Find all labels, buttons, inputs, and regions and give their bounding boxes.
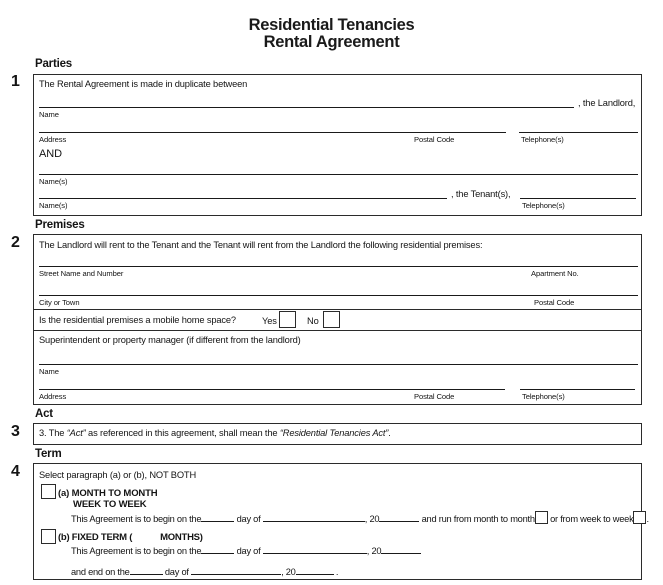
option-b-checkbox[interactable]	[41, 529, 56, 544]
parties-section-header: Parties	[35, 58, 72, 70]
tenant-names-label-1: Name(s)	[39, 177, 68, 186]
option-b-begin-text: This Agreement is to begin on the	[71, 546, 202, 556]
option-b-end-text: and end on the	[71, 567, 130, 577]
superintendent-name-label: Name	[39, 367, 59, 376]
act-box	[33, 423, 642, 445]
act-section-number: 3	[11, 423, 20, 440]
month-to-month-checkbox[interactable]	[535, 511, 548, 524]
act-text-part4-italic: “Residential Tenancies Act”	[279, 428, 389, 438]
street-label: Street Name and Number	[39, 269, 124, 278]
option-b-end-sentence	[71, 567, 338, 577]
day-of-text: day of	[164, 567, 189, 577]
option-a-checkbox[interactable]	[41, 484, 56, 499]
week-to-week-checkbox[interactable]	[633, 511, 649, 524]
comma-20-text: , 20	[281, 567, 296, 577]
term-section-number: 4	[11, 463, 20, 480]
superintendent-address-line[interactable]	[39, 389, 505, 390]
superintendent-name-line[interactable]	[39, 364, 638, 365]
form-title-line1: Residential Tenancies	[248, 16, 415, 34]
parties-section-number: 1	[11, 73, 20, 90]
run-week-text: or from week to week	[550, 514, 634, 524]
option-b-begin-sentence	[71, 546, 421, 556]
act-text-part1: 3. The	[39, 428, 67, 438]
superintendent-address-label: Address	[39, 392, 67, 401]
parties-intro: The Rental Agreement is made in duplicate between	[39, 79, 248, 89]
premises-box	[33, 234, 642, 405]
option-a-begin-text: This Agreement is to begin on the	[71, 514, 202, 524]
premises-section-number: 2	[11, 234, 20, 251]
act-section-header: Act	[35, 408, 53, 420]
landlord-postal-code-label: Postal Code	[414, 135, 455, 144]
act-text-part3: as referenced in this agreement, shall mean the	[85, 428, 280, 438]
premises-intro: The Landlord will rent to the Tenant and the Tenant will rent from the Landlord the following residential premises:	[39, 240, 483, 250]
landlord-telephone-line[interactable]	[519, 132, 638, 133]
superintendent-postal-code-label: Postal Code	[414, 392, 455, 401]
term-select-instruction: Select paragraph (a) or (b), NOT BOTH	[39, 470, 197, 480]
tenant-suffix: , the Tenant(s),	[451, 189, 511, 199]
parties-box	[33, 74, 642, 216]
landlord-suffix: , the Landlord,	[578, 98, 636, 108]
act-text	[39, 428, 391, 438]
landlord-name-line[interactable]	[39, 107, 574, 108]
divider	[34, 330, 641, 331]
option-b-label-prefix: (b) FIXED TERM (	[58, 532, 133, 543]
act-text-part2-italic: “Act”	[66, 428, 86, 438]
city-label: City or Town	[39, 298, 80, 307]
run-month-text: and run from month to month	[421, 514, 535, 524]
option-b-label-suffix: MONTHS)	[160, 532, 203, 543]
day-blank[interactable]	[201, 514, 234, 522]
tenant-names-line-1[interactable]	[39, 174, 638, 175]
tenant-telephone-label: Telephone(s)	[522, 201, 565, 210]
landlord-telephone-label: Telephone(s)	[521, 135, 564, 144]
form-title-line2: Rental Agreement	[263, 33, 400, 52]
street-line[interactable]	[39, 266, 638, 267]
day-of-text: day of	[236, 546, 261, 556]
month-blank[interactable]	[191, 567, 281, 575]
month-blank[interactable]	[263, 514, 365, 522]
year-blank[interactable]	[379, 514, 419, 522]
year-blank[interactable]	[381, 546, 421, 554]
term-section-header: Term	[35, 448, 62, 460]
divider	[34, 309, 641, 310]
mobile-home-question: Is the residential premises a mobile home space?	[39, 315, 236, 325]
year-blank[interactable]	[296, 567, 334, 575]
option-a-period: .	[646, 514, 649, 524]
option-a-sentence	[71, 511, 649, 524]
and-text: AND	[39, 148, 62, 160]
tenant-names-label-2: Name(s)	[39, 201, 68, 210]
tenant-telephone-line[interactable]	[520, 198, 636, 199]
superintendent-telephone-label: Telephone(s)	[522, 392, 565, 401]
no-label: No	[307, 316, 319, 326]
comma-20-text: , 20	[364, 514, 380, 524]
act-text-part5: .	[388, 428, 391, 438]
city-line[interactable]	[39, 295, 638, 296]
month-blank[interactable]	[263, 546, 367, 554]
day-blank[interactable]	[201, 546, 234, 554]
yes-checkbox[interactable]	[279, 311, 296, 328]
form-title	[0, 17, 663, 52]
option-a-label-line2: WEEK TO WEEK	[73, 499, 147, 510]
landlord-address-label: Address	[39, 135, 67, 144]
option-b-period: .	[335, 567, 339, 577]
term-box	[33, 463, 649, 580]
city-postal-code-label: Postal Code	[534, 298, 575, 307]
yes-label: Yes	[262, 316, 277, 326]
premises-section-header: Premises	[35, 219, 85, 231]
landlord-name-label: Name	[39, 110, 59, 119]
comma-20-text: , 20	[366, 546, 382, 556]
option-b-label	[58, 532, 203, 543]
superintendent-telephone-line[interactable]	[520, 389, 635, 390]
no-checkbox[interactable]	[323, 311, 340, 328]
months-write-space[interactable]	[132, 533, 160, 540]
apartment-label: Apartment No.	[531, 269, 579, 278]
day-of-text: day of	[236, 514, 261, 524]
landlord-address-line[interactable]	[39, 132, 506, 133]
superintendent-label: Superintendent or property manager (if different from the landlord)	[39, 335, 301, 345]
tenant-names-line-2[interactable]	[39, 198, 447, 199]
day-blank[interactable]	[130, 567, 163, 575]
option-a-label-line1: (a) MONTH TO MONTH	[58, 488, 158, 499]
